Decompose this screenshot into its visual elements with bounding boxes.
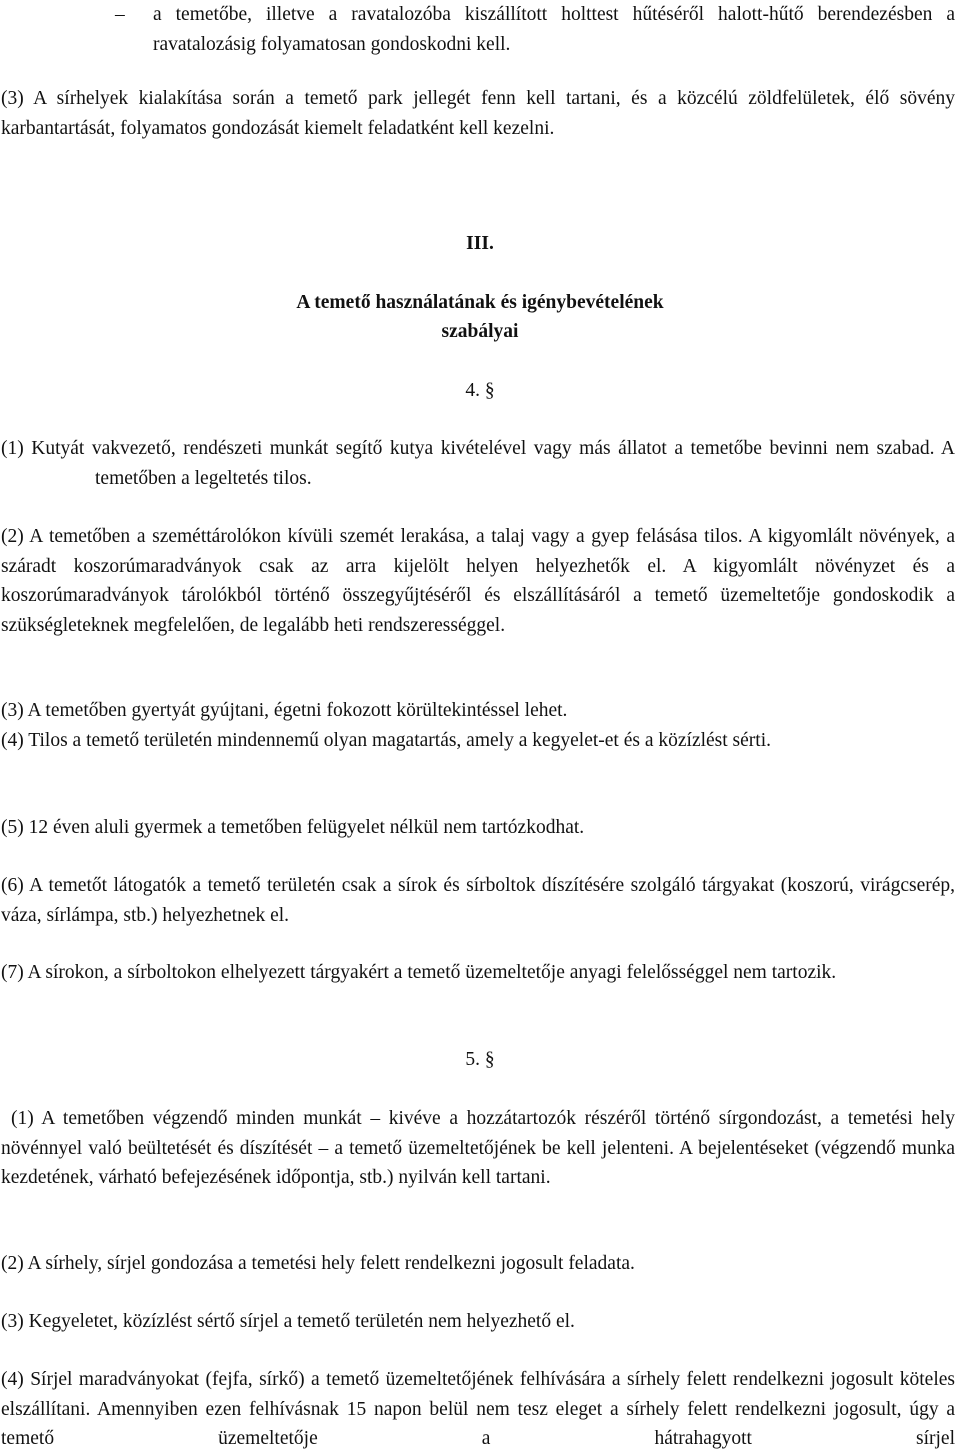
dash-item-text: a temetőbe, illetve a ravatalozóba kiszállított holttest hűtéséről halott-hűtő berendezésben a ravatalozásig folyamatosan gondoskodni kell. xyxy=(153,4,955,55)
chapter-title-line1: A temető használatának és igénybevételének xyxy=(296,292,664,313)
section-5-paragraph-2: (2) A sírhely, sírjel gondozása a temetési hely felett rendelkezni jogosult feladata. xyxy=(1,1253,635,1274)
section-5-paragraph-3: (3) Kegyeletet, közízlést sértő sírjel a temető területén nem helyezhető el. xyxy=(1,1311,575,1332)
section-5-heading: 5. § xyxy=(465,1049,495,1070)
section-4-heading: 4. § xyxy=(465,380,495,401)
chapter-title-line2: szabályai xyxy=(441,321,519,342)
paragraph-3-sirhelyek: (3) A sírhelyek kialakítása során a temető park jellegét fenn kell tartani, és a közcélú zöldfelületek, élő sövény karbantartását, folyamatos gondozását kiemelt feladatként kell kezelni. xyxy=(1,88,955,139)
section-4-paragraph-2: (2) A temetőben a szeméttárolókon kívüli szemét lerakása, a talaj vagy a gyep felásása tilos. A kigyomlált növények, a száradt koszorúmaradványok csak az arra kijelölt helyen helyezhetők el. A kigyomlált növényzet és a koszorúmaradványok tárolókból történő összegyűjtéséről és elszállításáról a temető üzemeltetője gondoskodik a szükségleteknek megfelelően, de legalább heti rendszerességgel. xyxy=(1,526,955,636)
section-4-paragraph-4: (4) Tilos a temető területén mindennemű olyan magatartás, amely a kegyelet-et és a közízlést sérti. xyxy=(1,730,772,751)
section-5-paragraph-4: (4) Sírjel maradványokat (fejfa, sírkő) a temető üzemeltetőjének felhívására a sírhely felett rendelkezni jogosult köteles elszállítani. Amennyiben ezen felhívásnak 15 napon belül nem tesz eleget a sírhely felett rendelkezni jogosult, úgy a temető üzemeltetője a hátrahagyott sírjel xyxy=(1,1369,955,1449)
section-4-paragraph-7: (7) A sírokon, a sírboltokon elhelyezett tárgyakért a temető üzemeltetője anyagi felelősséggel nem tartozik. xyxy=(1,962,837,983)
chapter-number: III. xyxy=(466,233,494,254)
section-4-paragraph-1: (1) Kutyát vakvezető, rendészeti munkát segítő kutya kivételével vagy más állatot a temetőbe bevinni nem szabad. A temetőben a legeltetés tilos. xyxy=(1,438,955,489)
dash-bullet: – xyxy=(115,4,125,25)
dash-list-item xyxy=(115,0,955,59)
section-4-paragraph-3: (3) A temetőben gyertyát gyújtani, égetni fokozott körültekintéssel lehet. xyxy=(1,700,568,721)
section-4-paragraph-5: (5) 12 éven aluli gyermek a temetőben felügyelet nélkül nem tartózkodhat. xyxy=(1,817,585,838)
section-5-paragraph-1: (1) A temetőben végzendő minden munkát – kivéve a hozzátartozók részéről történő sírgondozást, a temetési hely növénnyel való beültetését és díszítését – a temető üzemeltetőjének be kell jelenteni. A bejelentéseket (végzendő munka kezdetének, várható befejezésének időpontja, stb.) nyilván kell tartani. xyxy=(1,1108,955,1188)
section-4-paragraph-6: (6) A temetőt látogatók a temető területén csak a sírok és sírboltok díszítésére szolgáló tárgyakat (koszorú, virágcserép, váza, sírlámpa, stb.) helyezhetnek el. xyxy=(1,875,955,926)
